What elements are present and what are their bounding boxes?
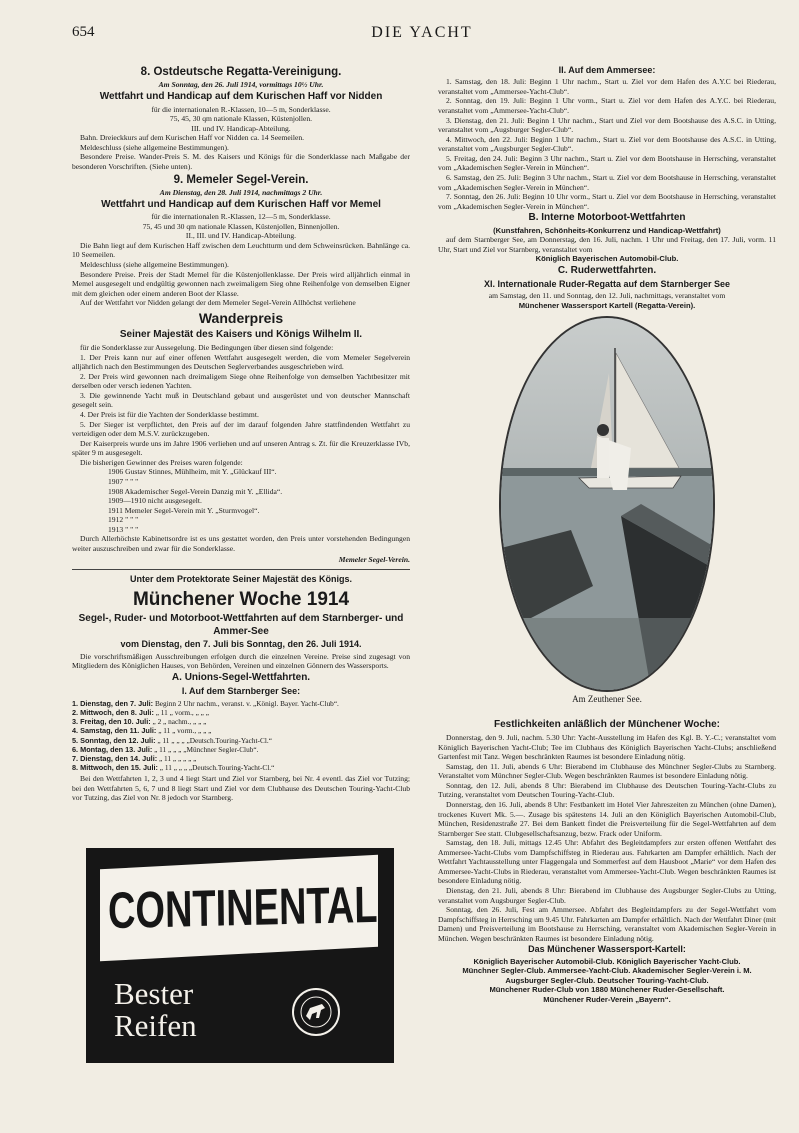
- kartell-line: Münchener Ruder-Verein „Bayern“.: [543, 994, 671, 1004]
- schedule-row: 8. Mittwoch, den 15. Juli: „ 11 „ „ „ „Deutsch.Touring-Yacht-Cl.“: [72, 763, 275, 773]
- section-heading: 8. Ostdeutsche Regatta-Vereinigung.: [140, 66, 342, 78]
- fest-entry: Donnerstag, den 16. Juli, abends 8 Uhr: Festbankett im Hotel Vier Jahreszeiten zu München (ohne Damen), trockenes Kuvert Mk. 5.—. Zusage bis spätestens 14. Juli an den Königlich Bayerischen Automobil-Club, München, Residenzstraße 27. Bei dem Bankett findet die Preisverteilung für die Segel-Wettfahrten auf dem Starnberger See statt. Clubgesellschaftsanzug, bezw. Frack oder Uniform.: [438, 799, 776, 838]
- rule-item: 4. Der Preis ist für die Yachten der Sonderklasse bestimmt.: [80, 410, 259, 419]
- protectorate-line: Unter dem Protektorate Seiner Majestät des Königs.: [129, 574, 353, 584]
- regatta-subtitle: XI. Internationale Ruder-Regatta auf dem Starnberger See: [483, 278, 731, 289]
- muenchener-woche-title: Münchener Woche 1914: [132, 589, 350, 611]
- winner-line: 1913 " " ": [108, 524, 139, 534]
- class-line: 75, 45 und 30 qm nationale Klassen, Küstenjollen, Binnenjollen.: [142, 221, 340, 231]
- class-line: III. und IV. Handicap-Abteilung.: [191, 123, 291, 133]
- schedule-entry: 2. Sonntag, den 19. Juli: Beginn 1 Uhr vorm., Start u. Ziel vor dem Hafen des A.Y.C. bei Riederau, veranstaltet vom „Ammersee-Yacht-Club“.: [438, 96, 776, 116]
- rule-intro: für die Sonderklasse zur Aussegelung. Die Bedingungen über diesen sind folgende:: [80, 343, 334, 353]
- schedule-row: 5. Sonntag, den 12. Juli: „ 11 „ „ „ „Deutsch.Touring-Yacht-Cl.“: [72, 735, 272, 745]
- schedule-row: 6. Montag, den 13. Juli: „ 11 „ „ „ „Münchner Segler-Club“.: [72, 744, 259, 754]
- muenchener-woche-dates: vom Dienstag, den 7. Juli bis Sonntag, den 26. Juli 1914.: [120, 639, 362, 650]
- photo-zeuthener-see: [499, 316, 715, 692]
- continental-advertisement: [86, 848, 394, 1063]
- journal-title: DIE YACHT: [371, 24, 473, 41]
- schedule-row: 4. Samstag, den 11. Juli: „ 11 „ vorm., „ „ „: [72, 726, 212, 736]
- motorboot-organizer: Königlich Bayerischen Automobil-Club.: [535, 254, 679, 264]
- detail-paragraph: Auf der Wettfahrt vor Nidden gelangt der dem Memeler Segel-Verein Allhöchst verliehene: [80, 298, 356, 308]
- event-title: Wettfahrt und Handicap auf dem Kurischen Haff vor Nidden: [99, 91, 383, 103]
- page-header: [72, 24, 772, 44]
- section-heading: C. Ruderwettfahrten.: [557, 265, 657, 277]
- winner-line: 1911 Memeler Segel-Verein mit Y. „Sturmvogel“.: [108, 505, 260, 515]
- event-title: Wettfahrt und Handicap auf dem Kurischen Haff vor Memel: [101, 198, 381, 210]
- page-number: 654: [72, 24, 95, 40]
- subsection-heading: II. Auf dem Ammersee:: [558, 65, 656, 75]
- kartell-heading: Das Münchener Wassersport-Kartell:: [528, 944, 686, 955]
- kartell-line: Münchener Ruder-Club von 1880 Münchener Ruder-Gesellschaft.: [489, 985, 725, 995]
- schedule-row: 7. Dienstag, den 14. Juli: „ 11 „ „ „ „ „: [72, 753, 197, 763]
- motorboot-subtitle: (Kunstfahren, Schönheits-Konkurrenz und Handicap-Wettfahrt): [493, 225, 721, 235]
- class-line: 75, 45, 30 qm nationale Klassen, Küstenjollen.: [169, 114, 313, 124]
- winner-line: 1908 Akademischer Segel-Verein Danzig mit Y. „Ellida“.: [108, 486, 283, 496]
- ad-slogan: Bester Reifen: [114, 976, 197, 1043]
- fest-entry: Samstag, den 11. Juli, abends 6 Uhr: Bierabend im Clubhause des Münchner Segler-Clubs zu Starnberg. Veranstaltet vom Münchner Segler-Club. Wegen beschränkten Raumes ist besondere Einladung nötig.: [438, 761, 776, 781]
- muenchener-woche-subtitle: Segel-, Ruder- und Motorboot-Wettfahrten auf dem Starnberger- und Ammer-See: [78, 613, 404, 637]
- section-heading: 9. Memeler Segel-Verein.: [173, 173, 309, 186]
- left-column: [72, 64, 410, 826]
- subsection-heading: I. Auf dem Starnberger See:: [181, 685, 301, 696]
- detail-paragraph: Meldeschluss (siehe allgemeine Bestimmungen).: [80, 260, 229, 270]
- event-date: Am Sonntag, den 26. Juli 1914, vormittags 10½ Uhr.: [158, 80, 324, 90]
- motorboot-text: auf dem Starnberger See, am Donnerstag, den 16. Juli, nachm. 1 Uhr und Freitag, den 17. Juli, vorm. 11 Uhr, Start und Ziel vor Starnberg, veranstaltet vom: [438, 235, 776, 254]
- fest-entry: Donnerstag, den 9. Juli, nachm. 5.30 Uhr: Yacht-Ausstellung im Hafen des Kgl. B. Y.-C.; veranstaltet vom Königlich Bayerischen Yacht-Club; Tee im Clubhaus des Königlich Bayerischen Yacht-Clubs; anschließend Gartenfest mit Tanz. Wegen beschränkten Raumes ist besondere Einladung nötig.: [438, 733, 776, 762]
- schedule-entry: 3. Dienstag, den 21. Juli: Beginn 1 Uhr nachm., Start und Ziel vor dem Bootshause des A.S.C. in Utting, veranstaltet vom „Augsburger Segler-Club“.: [438, 115, 776, 135]
- section-heading: A. Unions-Segel-Wettfahrten.: [171, 671, 311, 683]
- detail-paragraph: Bahn. Dreieckkurs auf dem Kurischen Haff vor Nidden ca. 14 Seemeilen.: [80, 133, 305, 143]
- rule-item: 1. Der Preis kann nur auf einer offenen Wettfahrt ausgesegelt werden, die vom Memeler Segelverein alljährlich nach den Bestimmungen des Deutschen Seglerverbandes ausgeschrieben wird.: [72, 352, 410, 372]
- rule-item: Die bisherigen Gewinner des Preises waren folgende:: [80, 457, 243, 467]
- fest-entry: Sonntag, den 12. Juli, abends 8 Uhr: Bierabend im Clubhause des Deutschen Touring-Yacht-Clubs zu Tutzing, veranstaltet vom Deutschen Touring-Yacht-Club.: [438, 780, 776, 800]
- rule-item: 3. Die gewinnende Yacht muß in Deutschland gebaut und ausgerüstet und von deutscher Mannschaft gesegelt sein.: [72, 390, 410, 410]
- winner-line: 1909—1910 nicht ausgesegelt.: [108, 496, 202, 506]
- kartell-line: Münchner Segler-Club. Ammersee-Yacht-Club. Akademischer Segler-Verein i. M.: [462, 966, 752, 976]
- sailboat-photo-icon: [501, 318, 713, 690]
- winner-line: 1906 Gustav Stinnes, Mühlheim, mit Y. „Glückauf III“.: [108, 467, 277, 477]
- wanderpreis-heading: Wanderpreis: [198, 309, 284, 326]
- detail-paragraph: Besondere Preise. Preis der Stadt Memel für die Küstenjollenklasse. Der Preis wird alljährlich einmal in Memel ausgesegelt und endgültig gewonnen nach zweimaligem Sieg ohne Reihenfolge von demselben Eigner mit dem gleichen oder einem anderen Boot der Klasse.: [72, 269, 410, 298]
- detail-paragraph: Die Bahn liegt auf dem Kurischen Haff zwischen dem Leuchtturm und dem Schweinsrücken. Bahnlänge ca. 10 Seemeilen.: [72, 240, 410, 260]
- rule-item: 5. Der Sieger ist verpflichtet, den Preis auf der im darauf folgenden Jahre stattfindenden Wettfahrt zu verteidigen oder dem M.S.V. zurückzugeben.: [72, 419, 410, 439]
- winner-line: 1907 " " ": [108, 476, 139, 486]
- rule-item: Der Kaiserpreis wurde uns im Jahre 1906 verliehen und auf unseren Antrag s. Zt. für die Kreuzerklasse IVb, später 9 m ausgesegelt.: [72, 438, 410, 458]
- class-line: II., III. und IV. Handicap-Abteilung.: [185, 231, 297, 241]
- regatta-organizer: Münchener Wassersport Kartell (Regatta-Verein).: [518, 300, 696, 310]
- schedule-entry: 6. Samstag, den 25. Juli: Beginn 3 Uhr nachm., Start u. Ziel vor dem Bootshause in Herrsching, veranstaltet vom „Akademischen Segler-Verein in München“.: [438, 172, 776, 192]
- class-line: für die internationalen R.-Klassen, 12—5 m, Sonderklasse.: [151, 212, 331, 222]
- detail-paragraph: Meldeschluss (siehe allgemeine Bestimmungen).: [80, 142, 229, 152]
- rule-outro: Durch Allerhöchste Kabinettsordre ist es uns gestattet worden, den Preis unter vorstehenden Bedingungen weiter auszuschreiben und zwar für die Sonderklasse.: [72, 534, 410, 553]
- event-date: Am Dienstag, den 28. Juli 1914, nachmittags 2 Uhr.: [159, 188, 323, 198]
- rule-item: 2. Der Preis wird gewonnen nach dreimaligem Siege ohne Reihenfolge von demselben Yachtbesitzer mit derselben oder versch iedenen Yachten.: [72, 371, 410, 391]
- festlichkeiten-heading: Festlichkeiten anläßlich der Münchener Woche:: [494, 719, 720, 731]
- right-column: [438, 64, 776, 1094]
- class-line: für die internationalen R.-Klassen, 10—5 m, Sonderklasse.: [151, 104, 331, 114]
- regatta-text: am Samstag, den 11. und Sonntag, den 12. Juli, nachmittags, veranstaltet vom: [488, 290, 726, 300]
- muenchener-woche-intro: Die vorschriftsmäßigen Ausschreibungen erfolgen durch die einzelnen Vereine. Preise sind zugesagt von Mitgliedern des Königlichen Hauses, von Behörden, Vereinen und einzelnen Gönnern des Wassersports.: [72, 651, 410, 671]
- horse-logo-icon: [292, 988, 340, 1036]
- schedule-entry: 4. Mittwoch, den 22. Juli: Beginn 1 Uhr nachm., Start u. Ziel vor dem Bootshause des A.S.C. in Utting, veranstaltet vom „Augsburger Segler-Club“.: [438, 134, 776, 154]
- winner-line: 1912 " " ": [108, 515, 139, 525]
- photo-caption: Am Zeuthener See.: [572, 694, 642, 705]
- ad-brand: CONTINENTAL: [107, 877, 378, 941]
- fest-entry: Samstag, den 18. Juli, mittags 12.45 Uhr: Abfahrt des Begleitdampfers zur ersten offenen Wettfahrt des Ammersee-Yacht-Clubs vom Dampfschiffsteg in Riederau aus. Fahrkarten am Dampfer erhältlich. Nach der Wettfahrt Yachtausstellung unter Flaggengala und Sommerfest auf dem Hausboot „Marie“ vor dem Hafen des Ammersee-Yacht-Clubs in Riederau, veranstaltet vom Ammersee-Yacht-Club. Wegen beschränkten Raumes ist besondere Einladung nötig.: [438, 838, 776, 886]
- schedule-table: [72, 699, 410, 773]
- kartell-line: Königlich Bayerischer Automobil-Club. Königlich Bayerischer Yacht-Club.: [473, 956, 741, 966]
- schedule-entry: 1. Samstag, den 18. Juli: Beginn 1 Uhr nachm., Start u. Ziel vor dem Hafen des A.Y.C bei Riederau, veranstaltet vom „Ammersee-Yacht-Club“.: [438, 77, 776, 96]
- kartell-line: Augsburger Segler-Club. Deutscher Touring-Yacht-Club.: [505, 975, 709, 985]
- schedule-row: 1. Dienstag, den 7. Juli: Beginn 2 Uhr nachm., veranst. v. „Königl. Bayer. Yacht-Club“.: [72, 698, 339, 708]
- schedule-row: 2. Mittwoch, den 8. Juli: „ 11 „ vorm., „ „ „: [72, 708, 209, 718]
- schedule-note: Bei den Wettfahrten 1, 2, 3 und 4 liegt Start und Ziel vor Starnberg, bei Nr. 4 eventl. das Ziel vor Tutzing; bei den Wettfahrten 5, 6, 7 und 8 liegt Start und Ziel vor dem Clubhause des Deutschen Touring-Yacht-Club vor Tutzing, das Ziel von Nr. 8 jedoch vor Starnberg.: [72, 774, 410, 803]
- schedule-entry: 5. Freitag, den 24. Juli: Beginn 3 Uhr nachm., Start u. Ziel vor dem Bootshause in Herrsching, veranstaltet vom „Akademischen Segler-Verein in München“.: [438, 153, 776, 173]
- schedule-entry: 7. Sonntag, den 26. Juli: Beginn 10 Uhr vorm., Start u. Ziel vor dem Bootshause in Herrsching, veranstaltet vom „Akademischen Segler-Verein in München“.: [438, 192, 776, 211]
- detail-paragraph: Besondere Preise. Wander-Preis S. M. des Kaisers und Königs für die Sonderklasse nach Maßgabe der besonderen Vorschriften. (Siehe unten).: [72, 152, 410, 172]
- schedule-row: 3. Freitag, den 10. Juli: „ 2 „ nachm., „ „ „: [72, 717, 207, 727]
- fest-entry: Sonntag, den 26. Juli, Fest am Ammersee. Abfahrt des Begleitdampfers zu der Segel-Wettfahrt vom Dampfschiffsteg in Herrsching um 9.45 Uhr. Fahrkarten am Dampfer erhältlich. Nach der Wettfahrt Diner (mit Damen) und Preisverteilung im Bootshause zu Herrsching, veranstaltet vom Akademischen Segler-Verein in München. Wegen beschränkten Raumes ist besondere Einladung nötig.: [438, 905, 776, 943]
- wanderpreis-subheading: Seiner Majestät des Kaisers und Königs Wilhelm II.: [119, 329, 363, 341]
- fest-entry: Dienstag, den 21. Juli, abends 8 Uhr: Bierabend im Clubhause des Augsburger Segler-Clubs zu Utting, veranstaltet vom Augsburger Segler-Club.: [438, 886, 776, 905]
- signature: Memeler Segel-Verein.: [338, 555, 410, 565]
- divider: [72, 569, 410, 570]
- section-heading: B. Interne Motorboot-Wettfahrten: [528, 212, 686, 224]
